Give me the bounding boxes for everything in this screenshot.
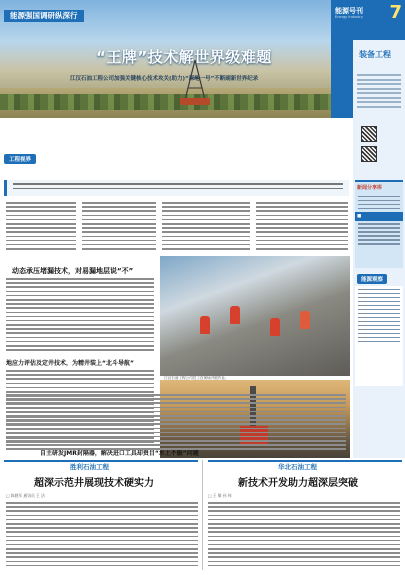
main-title: “王牌”技术解世界级难题 <box>96 48 272 66</box>
hero-subtitle: 江汉石油工程公司加强关键核心技术攻关(助力)“深地一号”不断刷新世界纪录 <box>70 76 259 82</box>
photo-caption-1: 江汉石油工程公司员工在现场开展作业。 <box>164 376 229 380</box>
sidebar-tag: 能源观察 <box>357 274 387 284</box>
sidebar-box-title: 新闻分享库 <box>357 185 383 191</box>
text-column-4 <box>256 202 348 252</box>
lead-paragraph <box>4 180 349 196</box>
left-article-byline: □ 陈晓军 通讯员 王 洁 <box>6 493 45 498</box>
left-article-title: 超深示范井展现技术硬实力 <box>34 478 154 489</box>
text-column-3 <box>162 202 250 252</box>
column-tag: 工程视界 <box>4 154 36 164</box>
text-block-lower <box>6 394 346 453</box>
right-article-label: 华北石油工程 <box>278 463 317 471</box>
subhead-1: 动态承压堵漏技术，对易漏地层说“不” <box>12 267 134 275</box>
text-block-2 <box>6 278 154 353</box>
right-article-text <box>208 502 400 569</box>
sidebar-lower-box <box>355 286 403 386</box>
text-column-1 <box>6 202 76 252</box>
right-article-title: 新技术开发助力超深层突破 <box>238 478 358 489</box>
brand-title: 能源号刊 <box>335 7 363 15</box>
right-article-byline: □ 王 敏 孙 伟 <box>208 493 232 498</box>
sidebar-title: 装备工程 <box>359 50 391 59</box>
column-divider <box>202 460 203 570</box>
subhead-2: 地应力评估及定井技术，为精井装上“北斗导航” <box>6 360 134 367</box>
section-tag: 能源强国调研纵深行 <box>4 10 84 22</box>
photo-workers <box>160 256 350 376</box>
left-article-label: 胜利石油工程 <box>70 463 109 471</box>
subhead-3: 自主研发JMR封隔器，解决进口工具却贵目“水土不服”问题 <box>40 450 199 457</box>
brand-subtitle: Energy Industry <box>335 15 363 19</box>
sidebar-news-box <box>355 180 403 268</box>
left-article-text <box>6 502 198 569</box>
bottom-band <box>0 458 405 575</box>
qr-code-icon <box>361 126 377 142</box>
qr-code-icon <box>361 146 377 162</box>
sidebar-meta <box>357 74 401 110</box>
sidebar-highlight: ■ <box>355 212 403 221</box>
text-column-2 <box>82 202 156 252</box>
page-number: 7 <box>389 2 402 23</box>
